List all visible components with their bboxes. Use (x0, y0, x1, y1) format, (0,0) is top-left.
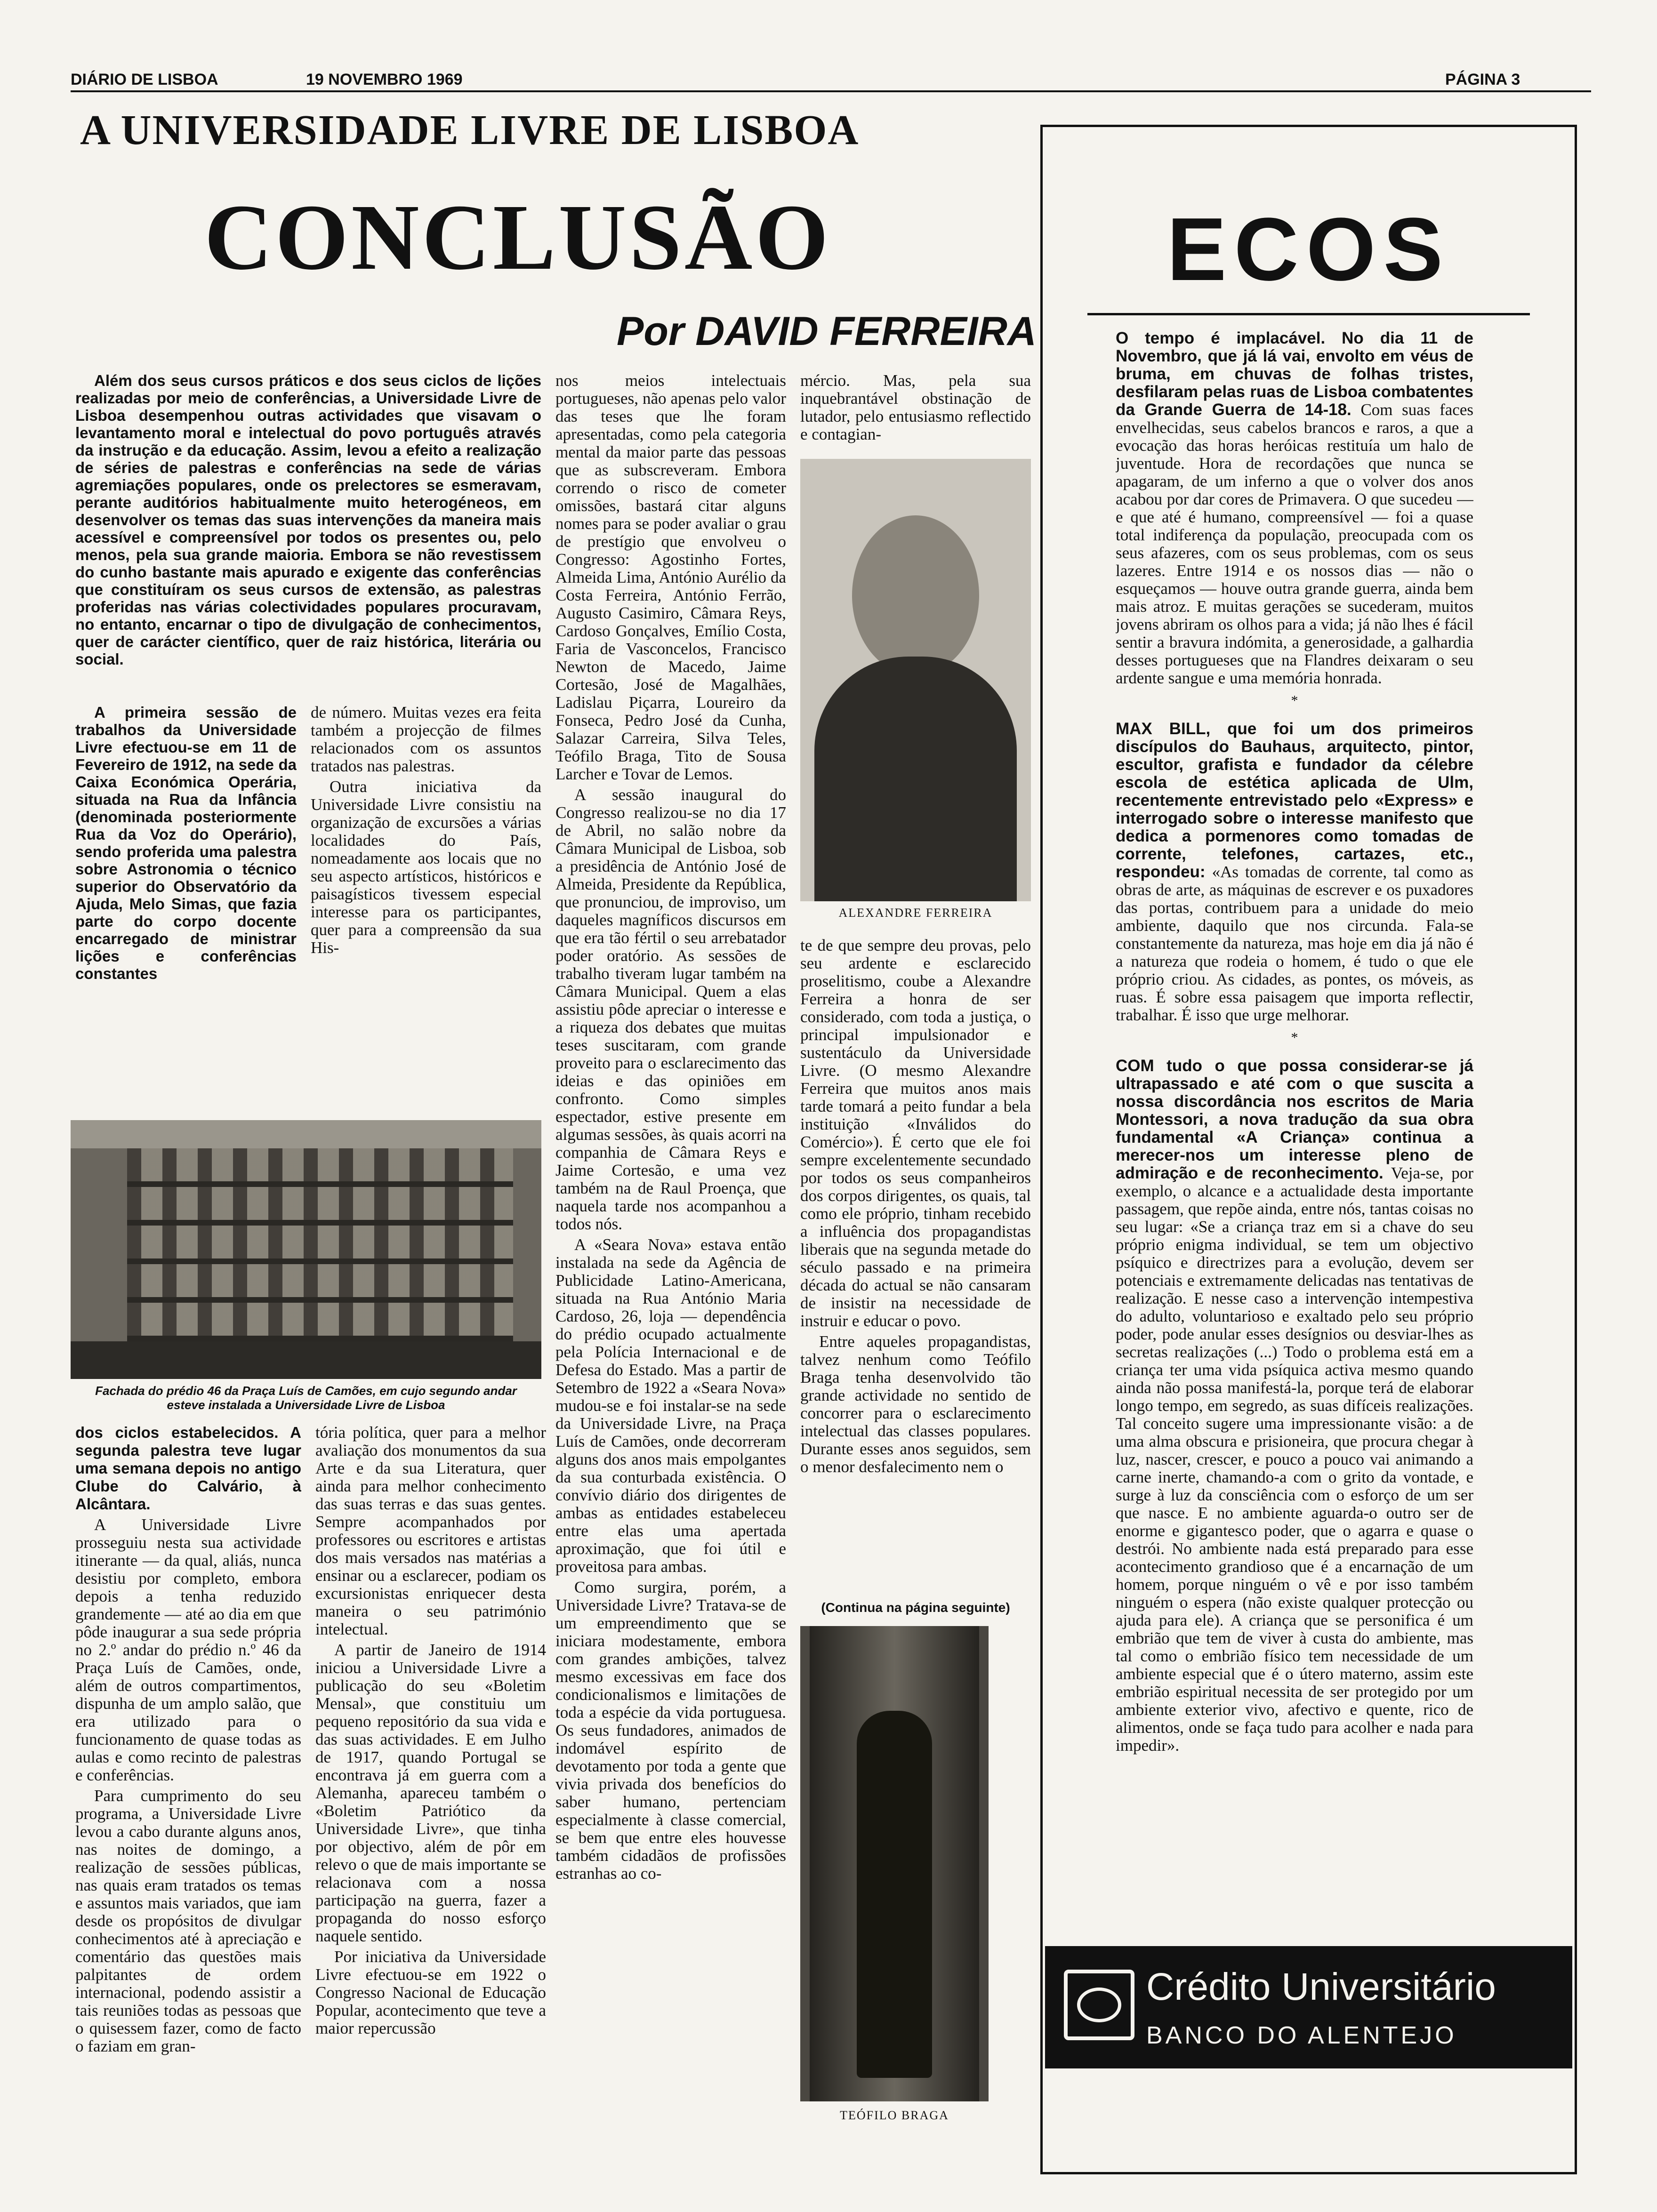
bank-logo-icon (1064, 1970, 1134, 2040)
building-caption: Fachada do prédio 46 da Praça Luís de Camões, em cujo segundo andar esteve instalada a Universidade Livre de Lisboa (95, 1384, 517, 1412)
continues-note: (Continua na página seguinte) (821, 1600, 1010, 1615)
separator-star-icon: * (1291, 1030, 1298, 1045)
paragraph: A primeira sessão de trabalhos da Universidade Livre efectuou-se em 11 de Fevereiro de 1912, na sede da Caixa Económica Operária, situada na Rua da Infância (denominada posteriormente Rua da Voz do Operário), sendo proferida uma palestra sobre Astronomia o técnico superior do Observatório da Ajuda, Melo Simas, que fazia parte do corpo docente encarregado de ministrar lições e conferências constantes (75, 704, 297, 982)
page-number: PÁGINA 3 (1445, 71, 1520, 88)
portrait-head (852, 515, 979, 675)
lead-in: O tempo é implacável. No dia 11 de Novembro, que já lá vai, envolto em véus de bruma, em chuvas de folhas tristes, desfilaram pelas ruas de Lisboa combatentes da Grande Guerra de 14-18. (1116, 329, 1473, 419)
paragraph: te de que sempre deu provas, pelo seu ardente e esclarecido proselitismo, coube a Alexandre Ferreira a honra de ser considerado, com toda a justiça, o principal impulsionador e sustentáculo da Universidade Livre. (O mesmo Alexandre Ferreira que muitos anos mais tarde tomará a peito fundar a bela instituição «Inválidos do Comércio»). É certo que ele foi sempre excelentemente secundado por todos os seus companheiros dos corpos dirigentes, os quais, tal como ele próprio, tinham recebido a influência dos propagandistas liberais que na segunda metade do século passado e na primeira década do actual se não cansaram de insistir na necessidade de instruir e educar o povo. (800, 937, 1031, 1330)
paragraph: de número. Muitas vezes era feita também a projecção de filmes relacionados com os assuntos tratados nas palestras. (311, 704, 541, 775)
paragraph: dos ciclos estabelecidos. A segunda palestra teve lugar uma semana depois no antigo Clube do Calvário, à Alcântara. (75, 1424, 301, 1513)
paragraph: A «Seara Nova» estava então instalada na sede da Agência de Publicidade Latino-Americana, situada na Rua António Maria Cardoso, 26, loja — dependência do prédio ocupado actualmente pela Polícia Internacional e de Defesa do Estado. Mas a partir de Setembro de 1922 a «Seara Nova» mudou-se e foi instalar-se na sede da Universidade Livre, na Praça Luís de Camões, onde decorreram alguns dos anos mais empolgantes da sua conturbada existência. O convívio diário dos dirigentes de ambas as entidades estabeleceu entre elas uma apertada aproximação, que foi útil e proveitosa para ambas. (555, 1235, 786, 1576)
paragraph: A partir de Janeiro de 1914 iniciou a Universidade Livre a publicação do seu «Boletim Mensal», que constituiu um pequeno repositório da sua vida e das suas actividades. E em Julho de 1917, quando Portugal se encontrava já em guerra com a Alemanha, apareceu também o «Boletim Patriótico da Universidade Livre», que tinha por objectivo, além de pôr em relevo o que de mais importante se relacionava com a nossa participação na guerra, fazer a propaganda do nosso esforço naquele sentido. (315, 1641, 546, 1945)
bank-advertisement (1045, 1946, 1572, 2068)
paragraph: nos meios intelectuais portugueses, não apenas pelo valor das teses que lhe foram apresentadas, como pela categoria mental da maior parte das pessoas que as subscreveram. Embora correndo o risco de cometer omissões, bastará citar alguns nomes para se poder avaliar o grau de prestígio que envolveu o Congresso: Agostinho Fortes, Almeida Lima, António Aurélio da Costa Ferreira, António Ferrão, Augusto Casimiro, Câmara Reys, Cardoso Gonçalves, Emílio Costa, Faria de Vasconcelos, Francisco Newton de Macedo, Jaime Cortesão, José de Magalhães, Ladislau Piçarra, Loureiro da Fonseca, Pedro José da Cunha, Salazar Carreira, Silva Teles, Teófilo Braga, Tito de Sousa Larcher e Tovar de Lemos. (555, 372, 786, 783)
ecos-column (1116, 329, 1473, 1920)
body: Veja-se, por exemplo, o alcance e a actualidade desta importante passagem, que repõe ainda, entre nós, tantas coisas no seu lugar: «Se a criança traz em si a chave do seu próprio enigma individual, se tem um objectivo psíquico e directrizes para a evolução, devem ser potenciais e extremamente delicadas nas tentativas de realização. E nesse caso a intervenção intempestiva do adulto, voluntarioso e exaltado pelo seu próprio poder, pode anular esses desígnios ou desviar-lhes as secretas realizações (...) Todo o problema está em a criança ter uma vida psíquica activa mesmo quando ainda não possa manifestá-la, porque terá de elaborar longo tempo, em segredo, as suas difíceis realizações. Tal conceito sugere uma impressionante visão: a de uma alma obscura e prisioneira, que procura chegar à luz, nascer, crescer, e pouco a pouco vai animando a carne inerte, chamando-a com o grito da vontade, e surge à luz da consciência com o esforço de um ser que nasce. E no ambiente aguarda-o outro ser de enorme e gigantesco poder, que o agarra e quase o destrói. No ambiente nada está preparado para esse acontecimento grandioso que é a encarnação de um homem, porque ninguém o vê e por isso também ninguém o espera (não existe qualquer protecção ou ajuda para ele). A criança que se personifica é um embrião que tem de viver à custa do ambiente, mas tal como o embrião físico tem necessidade de um ambiente especial que é o útero materno, assim este embrião espiritual necessita de ser protegido por um ambiente exterior vivo, afectivo e quente, rico de alimentos, onde se faça tudo para acolher e nada para impedir». (1116, 1164, 1473, 1755)
ecos-item-armistice (1116, 329, 1473, 687)
paragraph: Para cumprimento do seu programa, a Universidade Livre levou a cabo durante alguns anos, nas noites de domingo, a realização de sessões públicas, nas quais eram tratados os temas e assuntos mais variados, que iam desde os propósitos de divulgar conhecimentos até à apreciação e comentário das questões mais palpitantes de ordem internacional, podendo assistir a tais reuniões todas as pessoas que o quisessem fazer, como de facto o faziam em gran- (75, 1787, 301, 2055)
paragraph: Como surgira, porém, a Universidade Livre? Tratava-se de um empreendimento que se iniciara modestamente, embora com grandes ambições, talvez mesmo excessivas em face dos condicionalismos e limitações de toda a espécie da vida portuguesa. Os seus fundadores, animados de indomável espírito de devotamento por toda a gente que vivia privada dos benefícios do saber humano, pertenciam especialmente à classe comercial, se bem que entre eles houvesse também cidadãos de profissões estranhas ao co- (555, 1578, 786, 1883)
ferreira-caption: ALEXANDRE FERREIRA (838, 906, 993, 920)
building-photo (71, 1120, 541, 1379)
column-2-intro (311, 704, 541, 1113)
issue-date: 19 NOVEMBRO 1969 (306, 71, 463, 88)
bank-logo-inner (1077, 1988, 1121, 2022)
article-lead: Além dos seus cursos práticos e dos seus ciclos de lições realizadas por meio de conferências, a Universidade Livre de Lisboa desempenhou outras actividades que visavam o levantamento moral e intelectual do povo português através da instrução e da educação. Assim, levou a efeito a realização de séries de palestras e conferências na sede de várias agremiações populares, onde os prelectores se esmeravam, perante auditórios habitualmente muito heterogéneos, em desenvolver os temas das suas intervenções da maneira mais acessível e compreensível por todos os presentes ou, pelo menos, pela sua grande maioria. Embora se não revestissem do cunho bastante mais apurado e exigente das conferências que constituíram os seus cursos de extensão, as palestras proferidas nas várias colectividades populares procuravam, no entanto, encarnar o tipo de divulgação de conhecimentos, quer de carácter científico, quer de raiz histórica, literária ou social. (75, 372, 541, 668)
ad-line-1: Crédito Universitário (1146, 1965, 1496, 2008)
building-floors (127, 1148, 513, 1374)
body: Com suas faces envelhecidas, seus cabelos brancos e raros, a que a evocação das horas heróicas restituía um halo de juventude. Hora de recordações que nunca se apagaram, de um inferno a que o volver dos anos acabou por dar cores de Primavera. O que sucedeu — e que até é humano, compreensível — foi a quase total indiferença da população, preocupada com os seus afazeres, com os seus problemas, com os seus lazeres. Entre 1914 e os nossos dias — não o esqueçamos — houve outra grande guerra, ainda bem mais atroz. E muitas gerações se sucederam, muitos jovens abriram os olhos para a vida; já não lhes é fácil sentir a bravura indómita, a generosidade, a galhardia desses portugueses que na Flandres deixaram o seu ardente sangue e uma memória honrada. (1116, 401, 1473, 687)
article-kicker: A UNIVERSIDADE LIVRE DE LISBOA (80, 107, 860, 153)
paragraph: tória política, quer para a melhor avaliação dos monumentos da sua Arte e da sua Literatura, quer ainda para melhor conhecimento das suas terras e das suas gentes. Sempre acompanhados por professores ou escritores e artistas dos mais versados nas matérias a ensinar ou a esclarecer, podiam os excursionistas enriquecer desta maneira o seu património intelectual. (315, 1424, 546, 1638)
newspaper-name: DIÁRIO DE LISBOA (71, 71, 218, 88)
column-3 (555, 372, 786, 2179)
portrait-figure (857, 1711, 932, 2078)
paragraph: mércio. Mas, pela sua inquebrantável obstinação de lutador, pelo entusiasmo reflectido e contagian- (800, 372, 1031, 443)
column-4-continued (800, 937, 1031, 1593)
paragraph: Outra iniciativa da Universidade Livre consistiu na organização de excursões a várias localidades do País, nomeadamente aos locais que no seu aspecto artísticos, históricos e paisagísticos tivessem especial interesse para os participantes, quer para a compreensão da sua His- (311, 777, 541, 957)
ecos-item-max-bill (1116, 720, 1473, 1024)
ecos-item-montessori (1116, 1057, 1473, 1755)
lead-in: MAX BILL, que foi um dos primeiros discípulos do Bauhaus, arquitecto, pintor, escultor, grafista e fundador da célebre escola de estética aplicada de Ulm, recentemente entrevistado pelo «Express» e interrogado sobre o interesse manifesto que dedica a pormenores como tomadas de corrente, telefones, cartazes, etc., respondeu: (1116, 720, 1473, 881)
paragraph: Entre aqueles propagandistas, talvez nenhum como Teófilo Braga tenha desenvolvido tão grande actividade no sentido de concorrer para o esclarecimento intelectual das classes populares. Durante esses anos seguidos, sem o menor desfalecimento nem o (800, 1332, 1031, 1476)
portrait-body (814, 657, 1017, 901)
body: «As tomadas de corrente, tal como as obras de arte, as máquinas de escrever e os puxadores das portas, contribuem para a unidade do meio ambiente, daquilo que nos circunda. Fala-se constantemente da natureza, mas hoje em dia já não é a natureza que rodeia o homem, é tudo o que ele próprio criou. As cidades, as pontes, os móveis, as ruas. É sobre essa paisagem que importa reflectir, trabalhar. É isso que urge melhorar. (1116, 863, 1473, 1024)
column-1-continued (75, 1424, 301, 2177)
lead-in: COM tudo o que possa considerar-se já ultrapassado e até com o que suscita a nossa discordância nos escritos de Maria Montessori, a nova tradução da sua obra fundamental «A Criança» continua a merecer-nos um interesse pleno de admiração e de reconhecimento. (1116, 1057, 1473, 1182)
ad-line-2: BANCO DO ALENTEJO (1146, 2022, 1457, 2049)
column-1-intro (75, 704, 297, 1113)
portrait-alexandre-ferreira (800, 459, 1031, 901)
paragraph: A Universidade Livre prosseguiu nesta sua actividade itinerante — da qual, aliás, nunca desistiu por completo, embora depois a tenha reduzido grandemente — até ao dia em que pôde inaugurar a sua sede própria no 2.º andar do prédio n.º 46 da Praça Luís de Camões, onde, além de outros compartimentos, dispunha de um amplo salão, que era utilizado para o funcionamento de quase todas as aulas e como recinto de palestras e conferências. (75, 1515, 301, 1784)
braga-caption: TEÓFILO BRAGA (840, 2108, 949, 2122)
separator-star-icon: * (1291, 693, 1298, 708)
paragraph: A sessão inaugural do Congresso realizou-se no dia 17 de Abril, no salão nobre da Câmara Municipal de Lisboa, sob a presidência de António José de Almeida, Presidente da República, que pronunciou, de improviso, um daqueles magníficos discursos em que era tão fértil o seu arrebatador poder oratório. As sessões de trabalho tiveram lugar também na Câmara Municipal. Quem a elas assistiu pôde apreciar o interesse e a riqueza dos debates que muitas teses suscitaram, com grande proveito para o esclarecimento das ideias e das opiniões em confronto. Como simples espectador, estive presente em algumas sessões, às quais acorri na companhia de Câmara Reys e Jaime Cortesão, e uma vez também na de Raul Proença, que naquela tarde nos acompanhou a todos nós. (555, 785, 786, 1233)
header-rule (71, 90, 1591, 92)
ecos-title-rule (1087, 313, 1530, 315)
article-byline: Por DAVID FERREIRA (617, 309, 1037, 354)
portrait-teofilo-braga (800, 1626, 989, 2101)
article-title: CONCLUSÃO (204, 185, 831, 289)
column-4-intro (800, 372, 1031, 452)
street (71, 1341, 541, 1379)
paragraph: Por iniciativa da Universidade Livre efectuou-se em 1922 o Congresso Nacional de Educação Popular, acontecimento que teve a maior repercussão (315, 1948, 546, 2037)
ecos-title: ECOS (1166, 200, 1451, 299)
sky (71, 1120, 541, 1148)
column-2-continued (315, 1424, 546, 2177)
